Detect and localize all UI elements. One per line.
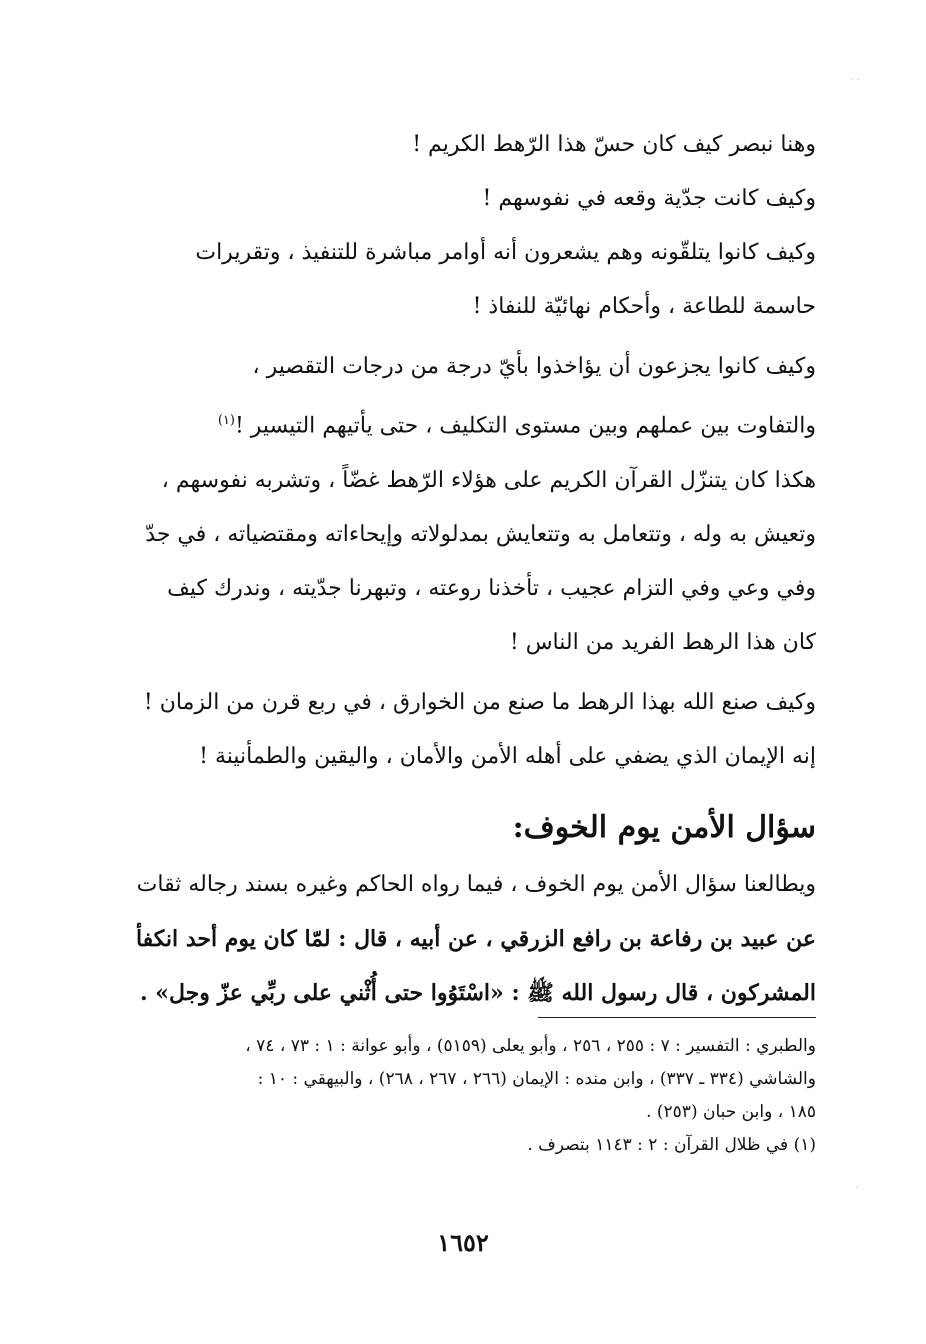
text-line: وهنا نبصر كيف كان حسّ هذا الرّهط الكريم ! — [412, 132, 816, 157]
text-line: وكيف كانت جدّية وقعه في نفوسهم ! — [482, 186, 816, 211]
page-number: ١٦٥٢ — [437, 1228, 489, 1257]
text-line: وفي وعي وفي التزام عجيب ، تأخذنا روعته ، وتبهرنا جدّيته ، وندرك كيف — [167, 576, 816, 601]
text-segment: والتفاوت بين عملهم وبين مستوى التكليف ، حتى يأتيهم التيسير ! — [234, 413, 816, 439]
footnote-line: (١) في ظلال القرآن : ٢ : ١١٤٣ بتصرف . — [527, 1135, 816, 1155]
footnotes — [104, 1030, 816, 1162]
text-line: وكيف كانوا يجزعون أن يؤاخذوا بأيّ درجة من درجات التقصير ، — [252, 354, 816, 379]
paragraph — [104, 118, 816, 172]
text-line: هكذا كان يتنزّل القرآن الكريم على هؤلاء الرّهط غضّاً ، وتشربه نفوسهم ، — [161, 468, 816, 493]
text-line: إنه الإيمان الذي يضفي على أهله الأمن والأمان ، واليقين والطمأنينة ! — [199, 744, 816, 769]
text-line: عن عبيد بن رفاعة بن رافع الزرقي ، عن أبيه ، قال : لمّا كان يوم أحد انكفأ — [135, 926, 816, 952]
text-line: المشركون ، قال رسول الله ﷺ : «اسْتَوُوا حتى أُثْني على ربِّي عزّ وجل» . — [139, 980, 816, 1006]
paragraph — [104, 226, 816, 334]
footnote-line: ١٨٥ ، وابن حبان (٢٥٣) . — [646, 1102, 816, 1122]
text-line — [104, 394, 816, 448]
paragraph — [104, 676, 816, 730]
text-line: وكيف صنع الله بهذا الرهط ما صنع من الخوارق ، في ربع قرن من الزمان ! — [143, 690, 816, 715]
text-line: حاسمة للطاعة ، وأحكام نهائيّة للنفاذ ! — [472, 294, 816, 319]
scan-mark: . — [855, 1180, 859, 1191]
paragraph — [104, 172, 816, 226]
footnote-reference: (١) — [217, 413, 235, 428]
text-line: وتعيش به وله ، وتتعامل به وتتعايش بمدلولاته وإيحاءاته ومقتضياته ، في جدّ — [145, 522, 816, 547]
footnote-line: والشاشي (٣٣٤ ـ ٣٣٧) ، وابن منده : الإيمان (٢٦٦ ، ٢٦٧ ، ٢٦٨) ، والبيهقي : ١٠ : — [257, 1069, 816, 1089]
paragraph — [104, 340, 816, 448]
text-line: وكيف كانوا يتلقّونه وهم يشعرون أنه أوامر مباشرة للتنفيذ ، وتقريرات — [195, 240, 816, 265]
body-text-bottom — [104, 858, 816, 1020]
scan-mark: . . — [850, 72, 860, 83]
footnote-line: والطبري : التفسير : ٧ : ٢٥٥ ، ٢٥٦ ، وأبو يعلى (٥١٥٩) ، وأبو عوانة : ١ : ٧٣ ، ٧٤ ، — [245, 1036, 816, 1056]
footnote-separator — [538, 1017, 816, 1018]
body-text-top — [104, 118, 816, 784]
text-line: ويطالعنا سؤال الأمن يوم الخوف ، فيما رواه الحاكم وغيره بسند رجاله ثقات — [136, 872, 816, 897]
paragraph — [104, 730, 816, 784]
section-heading: سؤال الأمن يوم الخوف: — [512, 810, 816, 845]
paragraph — [104, 454, 816, 670]
text-line: كان هذا الرهط الفريد من الناس ! — [509, 630, 816, 655]
